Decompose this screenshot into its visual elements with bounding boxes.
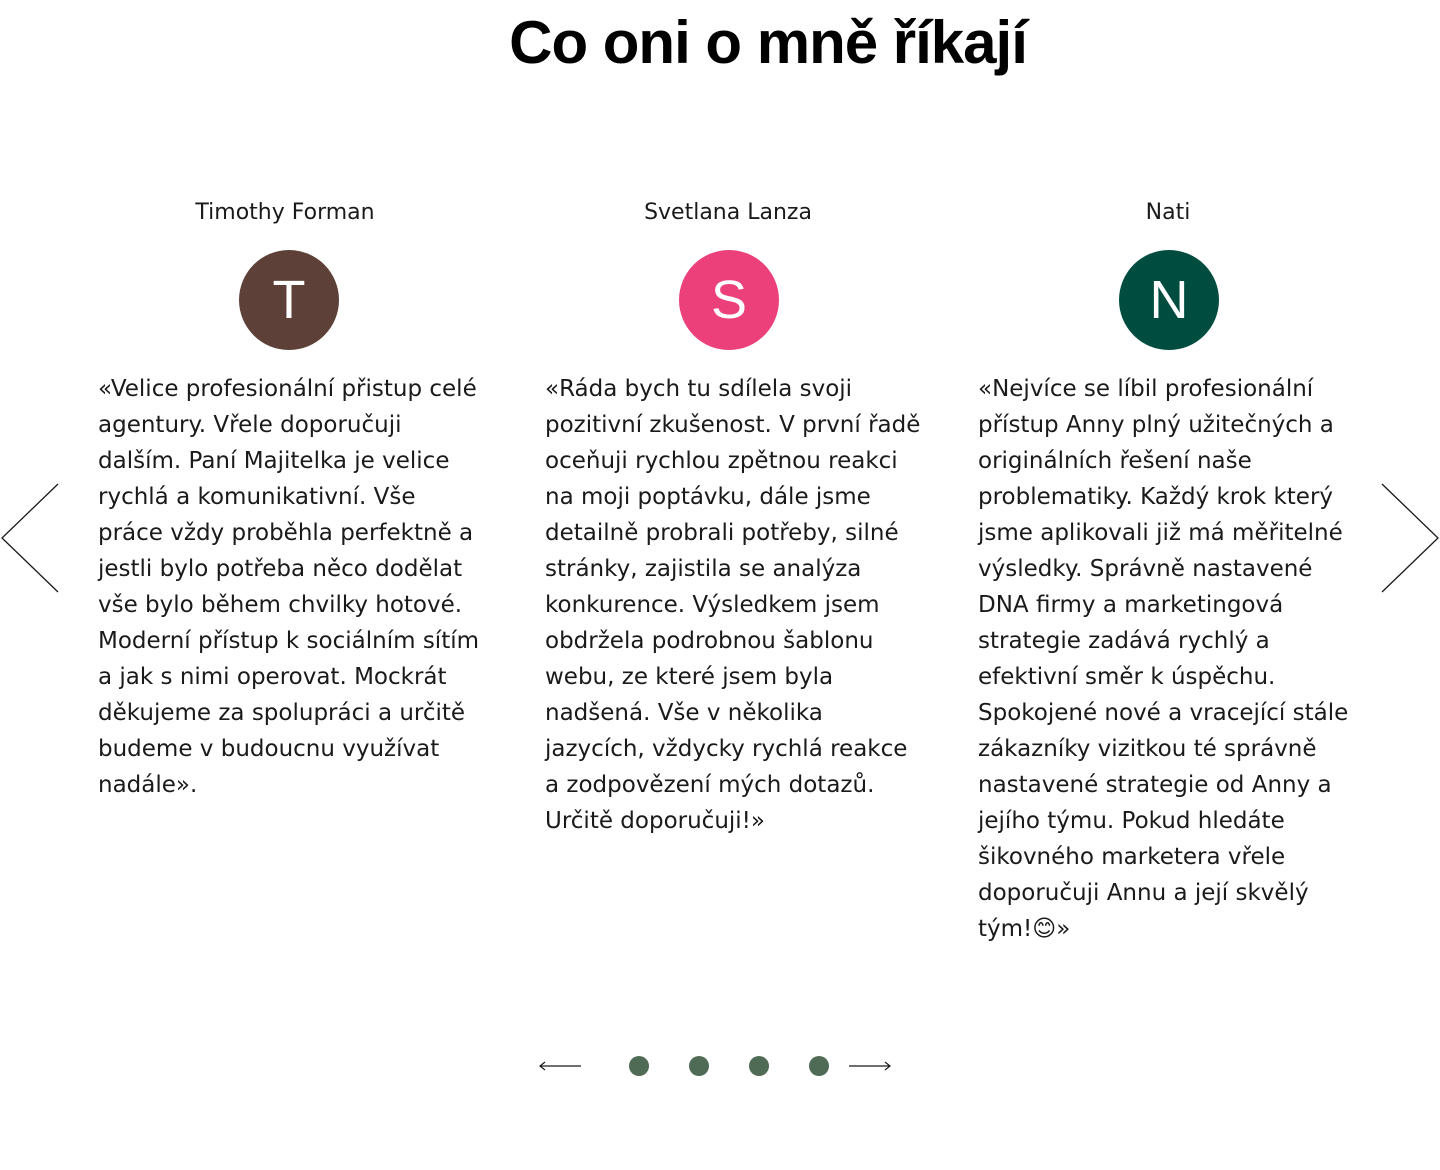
testimonial-text: «Nejvíce se líbil profesionální přístup Anny plný užitečných a originálních řešení naše problematiky. Každý krok který jsme aplikovali již má měřitelné výsledky. Správně nastavené DNA firmy a marketingová strategie zadává rychlý a efektivní směr k úspěchu. Spokojené nové a vracející stále zákazníky vizitkou té správně nastavené strategie od Anny a jejího týmu. Pokud hledáte šikovného marketera vřele doporučuji Annu a její skvělý tým!😊» (978, 376, 1349, 942)
avatar: N (1119, 250, 1219, 350)
pagination-dot-2[interactable] (689, 1056, 709, 1076)
avatar: S (679, 250, 779, 350)
chevron-right-icon[interactable] (1380, 482, 1440, 594)
avatar: T (239, 250, 339, 350)
arrow-left-icon[interactable] (538, 1058, 582, 1074)
chevron-left-icon[interactable] (0, 482, 60, 594)
reviewer-name: Svetlana Lanza (644, 200, 812, 225)
arrow-right-icon[interactable] (848, 1058, 892, 1074)
page-title: Co oni o mně říkají (509, 9, 1027, 76)
reviewer-name: Timothy Forman (195, 200, 375, 225)
testimonial-text: «Ráda bych tu sdílela svoji pozitivní zkušenost. V první řadě oceňuji rychlou zpětnou reakci na moji poptávku, dále jsme detailně probrali potřeby, silné stránky, zajistila se analýza konkurence. Výsledkem jsem obdržela podrobnou šablonu webu, ze které jsem byla nadšená. Vše v několika jazycích, vždycky rychlá reakce a zodpovězení mých dotazů. Určitě doporučuji!» (545, 376, 921, 834)
pagination-dot-1[interactable] (629, 1056, 649, 1076)
testimonial-text: «Velice profesionální přistup celé agentury. Vřele doporučuji dalším. Paní Majitelka je velice rychlá a komunikativní. Vše práce vždy proběhla perfektně a jestli bylo potřeba něco dodělat vše bylo během chvilky hotové. Moderní přístup k sociálním sítím a jak s nimi operovat. Mockrát děkujeme za spolupráci a určitě budeme v budoucnu využívat nadále». (98, 376, 480, 798)
reviewer-name: Nati (1145, 200, 1191, 225)
slider-pagination (536, 1050, 896, 1082)
pagination-dot-3[interactable] (749, 1056, 769, 1076)
pagination-dot-4[interactable] (809, 1056, 829, 1076)
